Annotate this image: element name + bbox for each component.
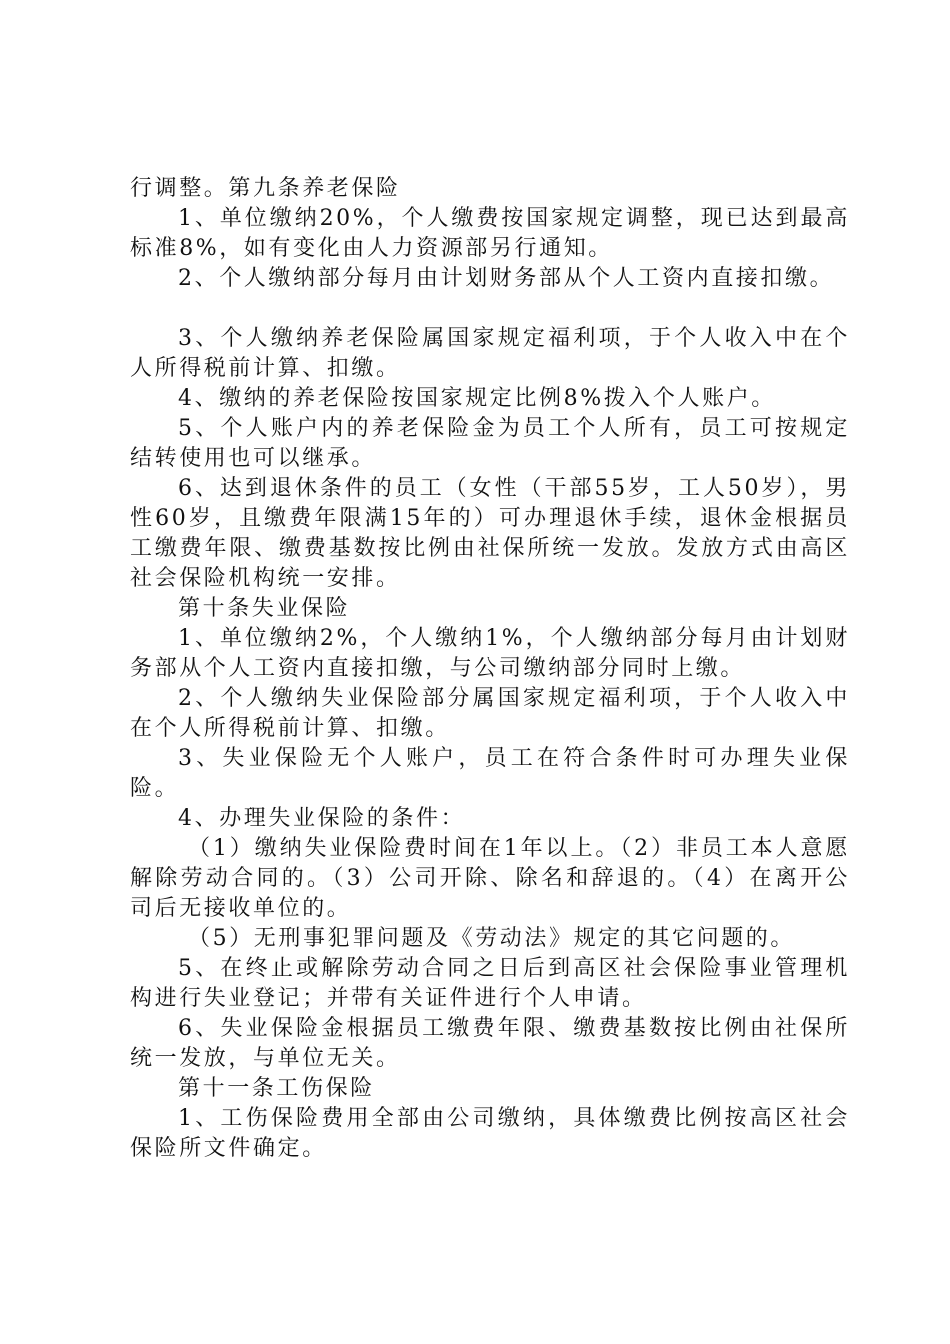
paragraph-pension-1: 1、单位缴纳20%，个人缴费按国家规定调整，现已达到最高标准8%，如有变化由人力资源部另行通知。 [130,206,850,261]
paragraph-continuation: 行调整。第九条养老保险 [130,176,401,201]
paragraph-unemployment-condition-5: （5）无刑事犯罪问题及《劳动法》规定的其它问题的。 [188,926,795,951]
section-heading-unemployment: 第十条失业保险 [178,596,351,621]
paragraph-unemployment-5: 5、在终止或解除劳动合同之日后到高区社会保险事业管理机构进行失业登记；并带有关证件进行个人申请。 [130,956,850,1011]
paragraph-pension-3: 3、个人缴纳养老保险属国家规定福利项，于个人收入中在个人所得税前计算、扣缴。 [130,326,850,381]
paragraph-unemployment-6: 6、失业保险金根据员工缴费年限、缴费基数按比例由社保所统一发放，与单位无关。 [130,1016,850,1071]
paragraph-pension-4: 4、缴纳的养老保险按国家规定比例8%拨入个人账户。 [178,386,776,411]
paragraph-unemployment-conditions: （1）缴纳失业保险费时间在1年以上。（2）非员工本人意愿解除劳动合同的。（3）公司开除、除名和辞退的。（4）在离开公司后无接收单位的。 [130,836,850,921]
paragraph-unemployment-4: 4、办理失业保险的条件： [178,806,466,831]
paragraph-unemployment-2: 2、个人缴纳失业保险部分属国家规定福利项，于个人收入中在个人所得税前计算、扣缴。 [130,686,850,741]
paragraph-unemployment-3: 3、失业保险无个人账户，员工在符合条件时可办理失业保险。 [130,746,850,801]
paragraph-unemployment-1: 1、单位缴纳2%，个人缴纳1%，个人缴纳部分每月由计划财务部从个人工资内直接扣缴，与公司缴纳部分同时上缴。 [130,626,850,681]
document-body [130,174,850,1164]
paragraph-pension-6: 6、达到退休条件的员工（女性（干部55岁，工人50岁），男性60岁，且缴费年限满15年的）可办理退休手续，退休金根据员工缴费年限、缴费基数按比例由社保所统一发放。发放方式由高区社会保险机构统一安排。 [130,476,850,591]
section-heading-work-injury: 第十一条工伤保险 [178,1076,375,1101]
paragraph-pension-2: 2、个人缴纳部分每月由计划财务部从个人工资内直接扣缴。 [178,266,835,291]
paragraph-work-injury-1: 1、工伤保险费用全部由公司缴纳，具体缴费比例按高区社会保险所文件确定。 [130,1106,850,1161]
paragraph-pension-5: 5、个人账户内的养老保险金为员工个人所有，员工可按规定结转使用也可以继承。 [130,416,850,471]
